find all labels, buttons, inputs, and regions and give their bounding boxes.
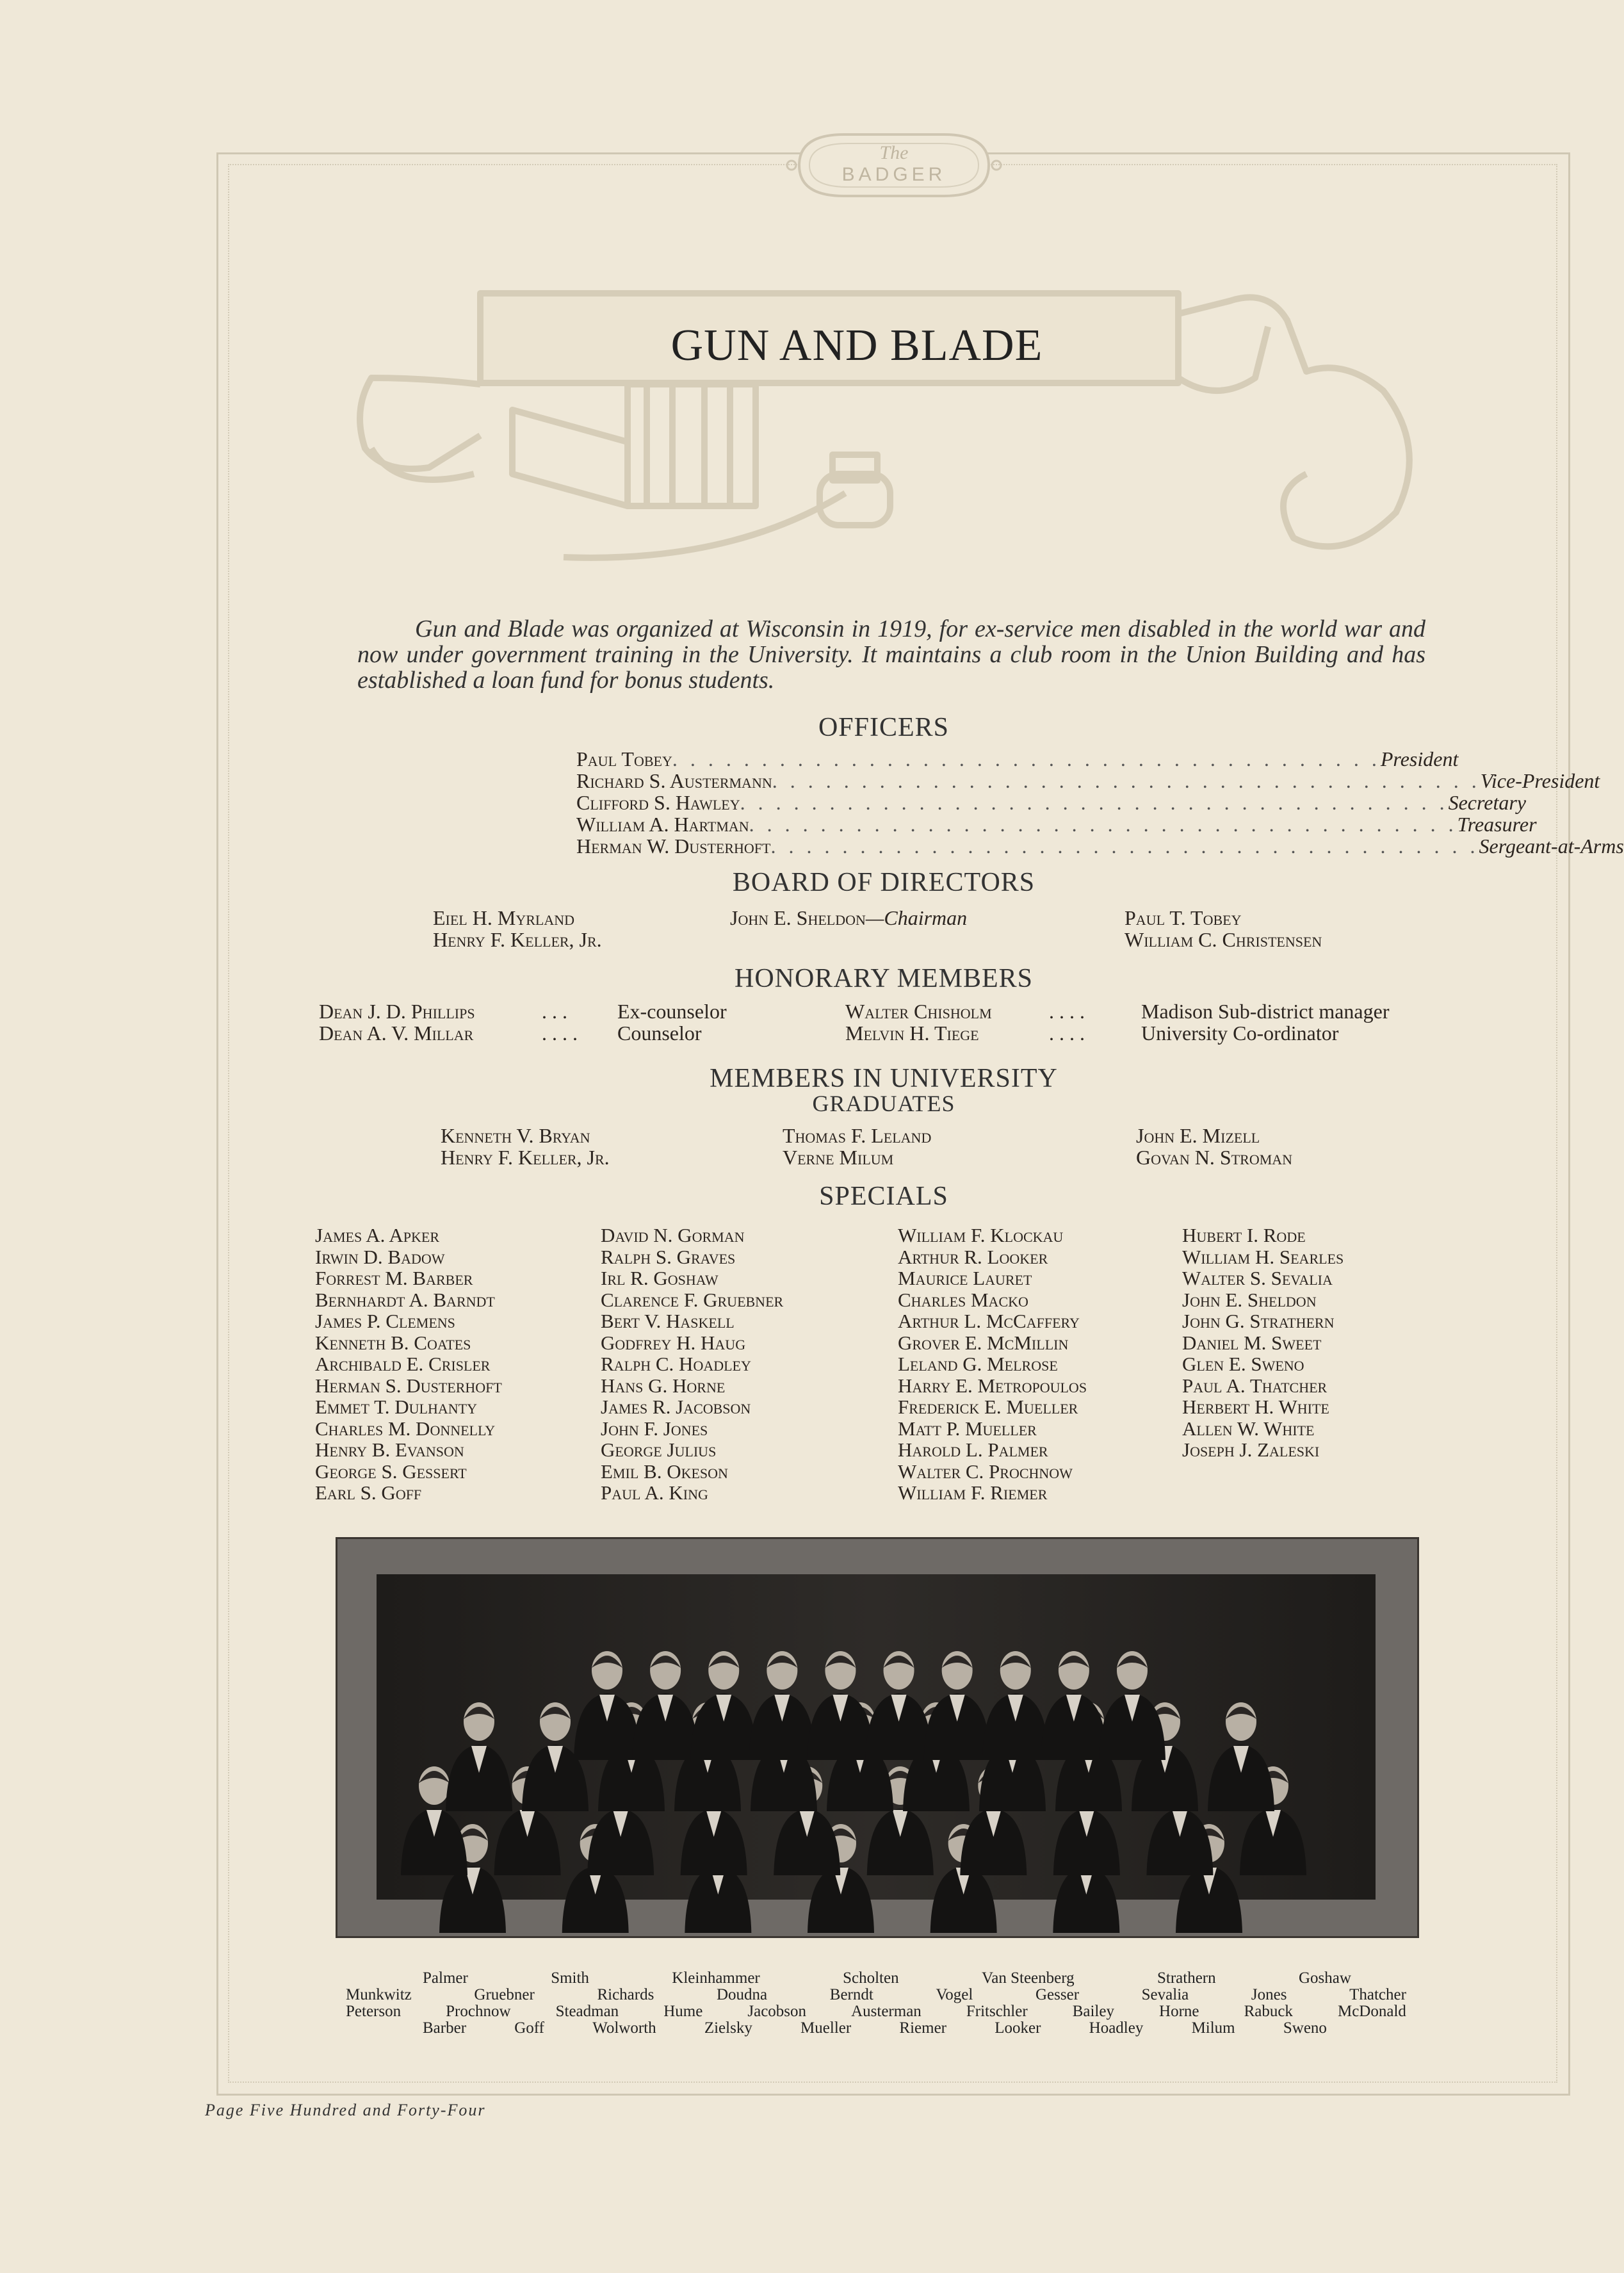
special-name: Kenneth B. Coates	[315, 1331, 471, 1354]
special-name: Emmet T. Dulhanty	[315, 1396, 477, 1418]
officer-row: Herman W. Dusterhoft . . . . . . . . . . . . . . . . . . . . . . . . . . . . . . . . . . . . . . . . Sergeant-at-Arms	[576, 835, 1624, 858]
special-name: Frederick E. Mueller	[898, 1396, 1078, 1418]
chairman-title: —Chairman	[865, 906, 968, 929]
caption-name: Jacobson	[747, 2003, 807, 2020]
special-name: Irl R. Goshaw	[601, 1267, 719, 1289]
caption-name: Goff	[514, 2019, 545, 2037]
caption-name: Sevalia	[1141, 1986, 1189, 2003]
special-name: Hubert I. Rode	[1182, 1224, 1306, 1246]
special-name: Grover E. McMillin	[898, 1331, 1069, 1354]
caption-name: Riemer	[899, 2019, 946, 2037]
graduate-name: Thomas F. Leland	[783, 1124, 932, 1147]
honorary-row: Melvin H. Tiege . . . . University Co-ordinator	[845, 1022, 1339, 1045]
page-number-footer: Page Five Hundred and Forty-Four	[205, 2101, 486, 2119]
special-name: James A. Apker	[315, 1224, 440, 1246]
caption-name: Berndt	[829, 1986, 873, 2003]
caption-name: Strathern	[1157, 1969, 1216, 1987]
logo-badger: BADGER	[841, 164, 946, 185]
special-name: William F. Klockau	[898, 1224, 1064, 1246]
special-name: Walter C. Prochnow	[898, 1460, 1073, 1483]
special-name: Allen W. White	[1182, 1417, 1315, 1440]
specials-column-4	[1182, 1225, 1344, 1461]
honorary-right	[845, 1000, 1389, 1044]
director-name: Eiel H. Myrland	[433, 906, 574, 929]
graduate-name: Govan N. Stroman	[1136, 1146, 1293, 1169]
special-name: Maurice Lauret	[898, 1267, 1032, 1289]
special-name: John F. Jones	[601, 1417, 708, 1440]
group-photo-image	[377, 1574, 1376, 1900]
special-name: Harry E. Metropoulos	[898, 1374, 1087, 1397]
special-name: Herman S. Dusterhoft	[315, 1374, 502, 1397]
caption-row	[346, 1970, 1406, 1987]
specials-heading: SPECIALS	[819, 1182, 948, 1211]
caption-name: Wolworth	[592, 2019, 656, 2037]
specials-column-3	[898, 1225, 1087, 1504]
special-name: Paul A. Thatcher	[1182, 1374, 1328, 1397]
members-heading: MEMBERS IN UNIVERSITY	[710, 1064, 1058, 1093]
graduate-name: Verne Milum	[783, 1146, 894, 1169]
special-name: Emil B. Okeson	[601, 1460, 728, 1483]
special-name: Joseph J. Zaleski	[1182, 1438, 1320, 1461]
special-name: Walter S. Sevalia	[1182, 1267, 1333, 1289]
special-name: George S. Gessert	[315, 1460, 467, 1483]
officers-heading: OFFICERS	[818, 713, 950, 742]
caption-name: Horne	[1159, 2003, 1199, 2020]
special-name: Hans G. Horne	[601, 1374, 726, 1397]
honorary-row: Dean J. D. Phillips . . . Ex-counselor	[319, 1000, 727, 1023]
special-name: David N. Gorman	[601, 1224, 745, 1246]
special-name: Godfrey H. Haug	[601, 1331, 746, 1354]
special-name: Arthur R. Looker	[898, 1245, 1048, 1268]
caption-name: Palmer	[423, 1969, 468, 1987]
director-name: William C. Christensen	[1125, 928, 1322, 951]
special-name: Glen E. Sweno	[1182, 1353, 1304, 1375]
special-name: Charles Macko	[898, 1288, 1028, 1311]
caption-name: Bailey	[1072, 2003, 1114, 2020]
caption-name: Van Steenberg	[981, 1969, 1075, 1987]
graduate-name: John E. Mizell	[1136, 1124, 1260, 1147]
caption-name: Kleinhammer	[672, 1969, 760, 1987]
board-heading: BOARD OF DIRECTORS	[732, 868, 1035, 897]
special-name: George Julius	[601, 1438, 717, 1461]
officer-row: William A. Hartman . . . . . . . . . . . . . . . . . . . . . . . . . . . . . . . . . . . . . . . . Treasurer	[576, 813, 1537, 836]
chairman-name: John E. Sheldon	[730, 906, 866, 929]
caption-row	[346, 2020, 1406, 2037]
caption-name: Richards	[597, 1986, 654, 2003]
board-column-3	[1125, 907, 1322, 950]
special-name: Henry B. Evanson	[315, 1438, 464, 1461]
graduates-heading: GRADUATES	[812, 1091, 955, 1116]
special-name: Matt P. Mueller	[898, 1417, 1037, 1440]
honorary-heading: HONORARY MEMBERS	[734, 964, 1034, 993]
caption-name: Rabuck	[1244, 2003, 1293, 2020]
logo-the: The	[879, 142, 909, 163]
caption-name: Scholten	[843, 1969, 899, 1987]
caption-name: Hoadley	[1089, 2019, 1144, 2037]
special-name: William F. Riemer	[898, 1481, 1048, 1504]
officer-row: Paul Tobey . . . . . . . . . . . . . . . . . . . . . . . . . . . . . . . . . . . . . . . . President	[576, 747, 1459, 770]
honorary-row: Dean A. V. Millar . . . . Counselor	[319, 1022, 702, 1045]
special-name: Clarence F. Gruebner	[601, 1288, 784, 1311]
caption-row	[346, 1987, 1406, 2003]
page-title: GUN AND BLADE	[670, 321, 1043, 370]
officer-row: Richard S. Austermann . . . . . . . . . . . . . . . . . . . . . . . . . . . . . . . . . . . . . . . . Vice-President	[576, 769, 1600, 792]
special-name: William H. Searles	[1182, 1245, 1344, 1268]
caption-name: Prochnow	[446, 2003, 511, 2020]
photo-caption	[346, 1970, 1406, 2037]
caption-name: McDonald	[1337, 2003, 1406, 2020]
caption-name: Vogel	[936, 1986, 973, 2003]
honorary-left	[319, 1000, 727, 1044]
honorary-row: Walter Chisholm . . . . Madison Sub-district manager	[845, 1000, 1390, 1023]
caption-name: Zielsky	[704, 2019, 752, 2037]
officers-list	[576, 747, 1624, 858]
caption-name: Mueller	[800, 2019, 852, 2037]
caption-name: Gruebner	[474, 1986, 535, 2003]
caption-name: Thatcher	[1349, 1986, 1406, 2003]
special-name: Paul A. King	[601, 1481, 708, 1504]
special-name: Charles M. Donnelly	[315, 1417, 496, 1440]
board-column-1	[433, 907, 602, 950]
graduate-name: Kenneth V. Bryan	[441, 1124, 590, 1147]
board-chairman	[730, 907, 967, 929]
caption-name: Peterson	[346, 2003, 402, 2020]
specials-column-1	[315, 1225, 502, 1504]
special-name: Herbert H. White	[1182, 1396, 1329, 1418]
special-name: John G. Strathern	[1182, 1310, 1335, 1332]
caption-name: Milum	[1191, 2019, 1235, 2037]
director-name: Henry F. Keller, Jr.	[433, 928, 602, 951]
special-name: Bert V. Haskell	[601, 1310, 735, 1332]
caption-name: Steadman	[555, 2003, 619, 2020]
special-name: John E. Sheldon	[1182, 1288, 1317, 1311]
caption-name: Jones	[1251, 1986, 1287, 2003]
officer-row: Clifford S. Hawley . . . . . . . . . . . . . . . . . . . . . . . . . . . . . . . . . . . . . . . . Secretary	[576, 791, 1527, 814]
special-name: Forrest M. Barber	[315, 1267, 473, 1289]
caption-name: Barber	[423, 2019, 467, 2037]
intro-paragraph: Gun and Blade was organized at Wisconsin in 1919, for ex-service men disabled in the world war and now under government training in the University. It maintains a club room in the Union Building and has established a loan fund for bonus students.	[357, 615, 1425, 694]
graduates-column-1	[441, 1125, 610, 1168]
special-name: Harold L. Palmer	[898, 1438, 1048, 1461]
graduates-column-3	[1136, 1125, 1292, 1168]
caption-name: Looker	[995, 2019, 1041, 2037]
caption-name: Doudna	[716, 1986, 768, 2003]
graduate-name: Henry F. Keller, Jr.	[441, 1146, 610, 1169]
special-name: Bernhardt A. Barndt	[315, 1288, 495, 1311]
graduates-column-2	[783, 1125, 931, 1168]
special-name: Archibald E. Crisler	[315, 1353, 491, 1375]
caption-name: Munkwitz	[346, 1986, 412, 2003]
caption-name: Gesser	[1035, 1986, 1080, 2003]
caption-name: Hume	[663, 2003, 703, 2020]
caption-name: Smith	[551, 1969, 589, 1987]
special-name: Arthur L. McCaffery	[898, 1310, 1080, 1332]
special-name: Ralph C. Hoadley	[601, 1353, 751, 1375]
special-name: Ralph S. Graves	[601, 1245, 736, 1268]
caption-row	[346, 2003, 1406, 2020]
caption-name: Fritschler	[966, 2003, 1028, 2020]
caption-name: Austerman	[851, 2003, 922, 2020]
director-name: Paul T. Tobey	[1125, 906, 1242, 929]
caption-name: Sweno	[1283, 2019, 1327, 2037]
special-name: James R. Jacobson	[601, 1396, 751, 1418]
special-name: Daniel M. Sweet	[1182, 1331, 1322, 1354]
special-name: Earl S. Goff	[315, 1481, 422, 1504]
special-name: James P. Clemens	[315, 1310, 455, 1332]
caption-name: Goshaw	[1298, 1969, 1351, 1987]
special-name: Leland G. Melrose	[898, 1353, 1058, 1375]
specials-column-2	[601, 1225, 783, 1504]
special-name: Irwin D. Badow	[315, 1245, 445, 1268]
group-photo	[377, 1574, 1376, 1900]
